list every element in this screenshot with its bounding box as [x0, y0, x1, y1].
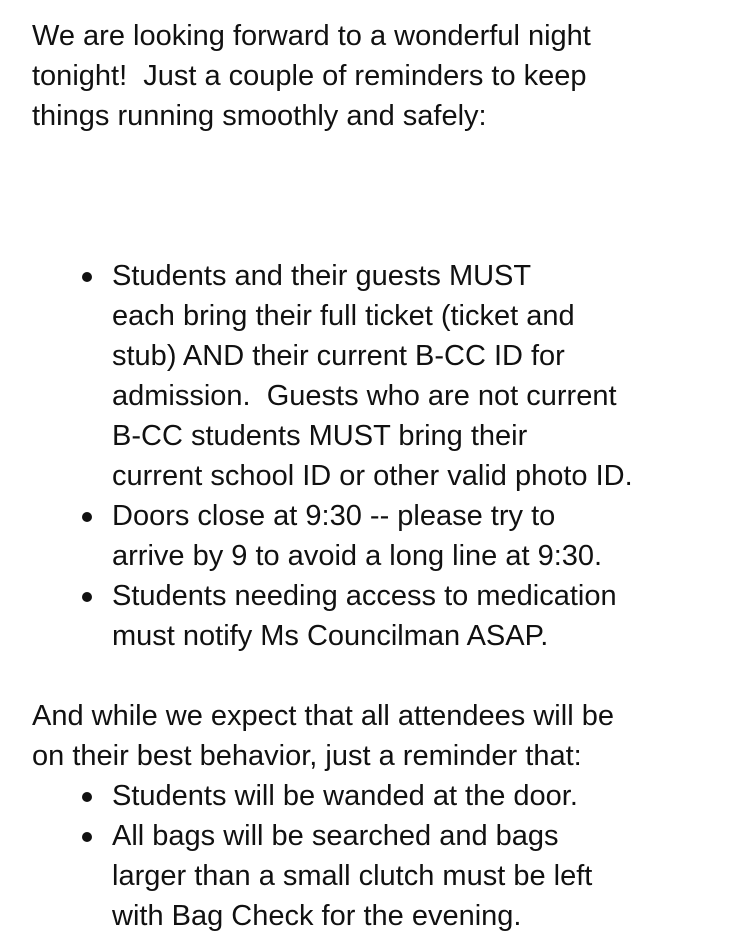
reminders-list	[32, 256, 732, 656]
list-item	[32, 256, 732, 496]
list-item	[32, 576, 732, 656]
list-item-line: arrive by 9 to avoid a long line at 9:30.	[112, 540, 603, 572]
safety-list	[32, 776, 732, 936]
list-item-line: B-CC students MUST bring their	[112, 420, 528, 452]
list-item-line: current school ID or other valid photo ID.	[112, 460, 633, 492]
list-item-line: All bags will be searched and bags	[112, 820, 559, 852]
list-item-line: Doors close at 9:30 -- please try to	[112, 500, 556, 532]
blank-space	[32, 656, 732, 696]
intro-line: We are looking forward to a wonderful night	[32, 20, 591, 52]
intro-paragraph	[32, 16, 732, 136]
list-item-line: Students and their guests MUST	[112, 260, 532, 292]
intro-line: things running smoothly and safely:	[32, 100, 487, 132]
bullet-icon	[82, 792, 92, 802]
list-item	[32, 816, 732, 936]
list-item-line: stub) AND their current B-CC ID for	[112, 340, 565, 372]
behavior-line: And while we expect that all attendees will be	[32, 700, 614, 732]
bullet-icon	[82, 512, 92, 522]
bullet-icon	[82, 592, 92, 602]
behavior-line: on their best behavior, just a reminder that:	[32, 740, 582, 772]
list-item-line: Students will be wanded at the door.	[112, 780, 578, 812]
list-item-line: each bring their full ticket (ticket and	[112, 300, 575, 332]
blank-space	[32, 136, 732, 256]
list-item	[32, 496, 732, 576]
list-item	[32, 776, 732, 816]
list-item-line: Students needing access to medication	[112, 580, 617, 612]
list-item-line: larger than a small clutch must be left	[112, 860, 593, 892]
list-item-line: must notify Ms Councilman ASAP.	[112, 620, 549, 652]
list-item-line: with Bag Check for the evening.	[112, 900, 522, 932]
bullet-icon	[82, 832, 92, 842]
behavior-paragraph	[32, 696, 732, 776]
intro-line: tonight! Just a couple of reminders to keep	[32, 60, 587, 92]
document-body	[32, 16, 732, 936]
bullet-icon	[82, 272, 92, 282]
list-item-line: admission. Guests who are not current	[112, 380, 617, 412]
